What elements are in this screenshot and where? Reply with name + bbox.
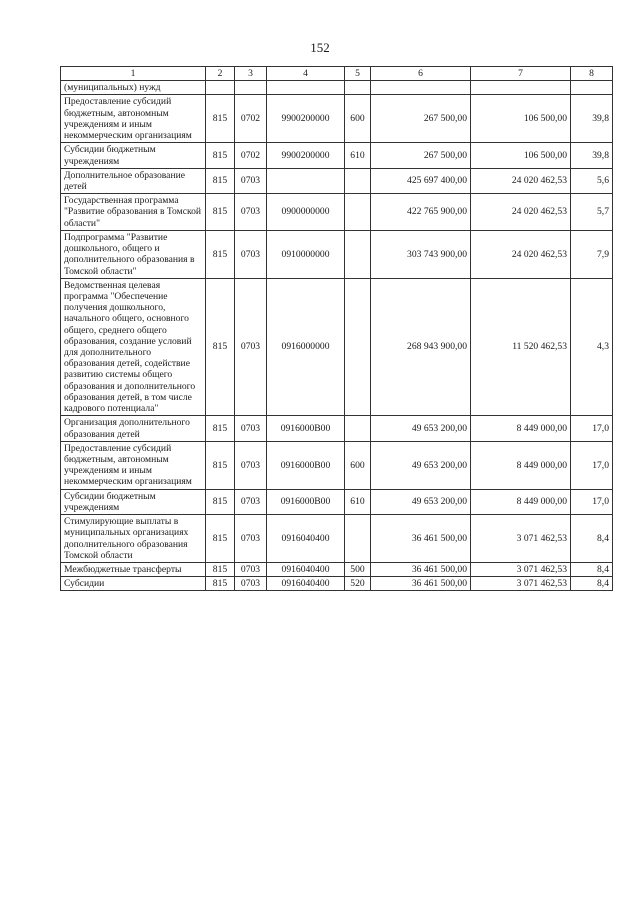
- ministry-code-cell: 815: [206, 95, 235, 143]
- column-header: 8: [571, 67, 613, 81]
- plan-amount-cell: 267 500,00: [371, 95, 471, 143]
- executed-amount-cell: 8 449 000,00: [471, 416, 571, 441]
- section-code-cell: 0703: [235, 416, 267, 441]
- section-code-cell: 0703: [235, 577, 267, 591]
- target-article-cell: 0916040400: [267, 515, 345, 563]
- table-row: [61, 577, 613, 591]
- plan-amount-cell: 49 653 200,00: [371, 441, 471, 489]
- column-header: 5: [345, 67, 371, 81]
- column-header: 4: [267, 67, 345, 81]
- expense-type-cell: 500: [345, 562, 371, 576]
- empty-cell: [471, 81, 571, 95]
- table-row: [61, 95, 613, 143]
- plan-amount-cell: 36 461 500,00: [371, 577, 471, 591]
- empty-cell: [345, 81, 371, 95]
- percent-cell: 39,8: [571, 143, 613, 168]
- ministry-code-cell: 815: [206, 577, 235, 591]
- percent-cell: 8,4: [571, 515, 613, 563]
- percent-cell: 8,4: [571, 577, 613, 591]
- ministry-code-cell: 815: [206, 143, 235, 168]
- percent-cell: 4,3: [571, 278, 613, 416]
- percent-cell: 7,9: [571, 230, 613, 278]
- table-row: [61, 489, 613, 514]
- executed-amount-cell: 24 020 462,53: [471, 230, 571, 278]
- percent-cell: 17,0: [571, 441, 613, 489]
- expense-type-cell: 600: [345, 441, 371, 489]
- ministry-code-cell: 815: [206, 194, 235, 231]
- target-article-cell: 0916040400: [267, 577, 345, 591]
- item-name-cell: Предоставление субсидий бюджетным, автономным учреждениям и иным некоммерческим организациям: [61, 95, 206, 143]
- plan-amount-cell: 36 461 500,00: [371, 515, 471, 563]
- plan-amount-cell: 267 500,00: [371, 143, 471, 168]
- empty-cell: [206, 81, 235, 95]
- executed-amount-cell: 3 071 462,53: [471, 577, 571, 591]
- target-article-cell: 0916040400: [267, 562, 345, 576]
- item-name-cell: Предоставление субсидий бюджетным, автономным учреждениям и иным некоммерческим организациям: [61, 441, 206, 489]
- executed-amount-cell: 24 020 462,53: [471, 168, 571, 193]
- table-row: [61, 143, 613, 168]
- continuation-text: (муниципальных) нужд: [61, 81, 206, 95]
- ministry-code-cell: 815: [206, 489, 235, 514]
- table-row: [61, 230, 613, 278]
- continuation-row: [61, 81, 613, 95]
- target-article-cell: 0916000В00: [267, 441, 345, 489]
- plan-amount-cell: 303 743 900,00: [371, 230, 471, 278]
- item-name-cell: Субсидии бюджетным учреждениям: [61, 489, 206, 514]
- table-row: [61, 441, 613, 489]
- executed-amount-cell: 3 071 462,53: [471, 562, 571, 576]
- expense-type-cell: [345, 168, 371, 193]
- item-name-cell: Дополнительное образование детей: [61, 168, 206, 193]
- item-name-cell: Организация дополнительного образования детей: [61, 416, 206, 441]
- expense-type-cell: 610: [345, 143, 371, 168]
- section-code-cell: 0703: [235, 194, 267, 231]
- executed-amount-cell: 8 449 000,00: [471, 489, 571, 514]
- executed-amount-cell: 106 500,00: [471, 95, 571, 143]
- ministry-code-cell: 815: [206, 416, 235, 441]
- section-code-cell: 0702: [235, 95, 267, 143]
- target-article-cell: 0916000В00: [267, 489, 345, 514]
- percent-cell: 17,0: [571, 416, 613, 441]
- target-article-cell: 0910000000: [267, 230, 345, 278]
- item-name-cell: Межбюджетные трансферты: [61, 562, 206, 576]
- target-article-cell: 9900200000: [267, 143, 345, 168]
- expense-type-cell: [345, 278, 371, 416]
- table-row: [61, 562, 613, 576]
- header-row: [61, 67, 613, 81]
- expense-type-cell: 520: [345, 577, 371, 591]
- plan-amount-cell: 425 697 400,00: [371, 168, 471, 193]
- item-name-cell: Субсидии бюджетным учреждениям: [61, 143, 206, 168]
- target-article-cell: 9900200000: [267, 95, 345, 143]
- percent-cell: 5,7: [571, 194, 613, 231]
- percent-cell: 8,4: [571, 562, 613, 576]
- table-row: [61, 515, 613, 563]
- section-code-cell: 0703: [235, 230, 267, 278]
- executed-amount-cell: 11 520 462,53: [471, 278, 571, 416]
- ministry-code-cell: 815: [206, 441, 235, 489]
- expense-type-cell: [345, 515, 371, 563]
- column-header: 3: [235, 67, 267, 81]
- expense-type-cell: [345, 416, 371, 441]
- section-code-cell: 0703: [235, 515, 267, 563]
- ministry-code-cell: 815: [206, 515, 235, 563]
- executed-amount-cell: 24 020 462,53: [471, 194, 571, 231]
- plan-amount-cell: 49 653 200,00: [371, 489, 471, 514]
- section-code-cell: 0703: [235, 278, 267, 416]
- plan-amount-cell: 422 765 900,00: [371, 194, 471, 231]
- expense-type-cell: 600: [345, 95, 371, 143]
- item-name-cell: Подпрограмма "Развитие дошкольного, общего и дополнительного образования в Томской области": [61, 230, 206, 278]
- target-article-cell: 0916000000: [267, 278, 345, 416]
- executed-amount-cell: 8 449 000,00: [471, 441, 571, 489]
- target-article-cell: 0900000000: [267, 194, 345, 231]
- empty-cell: [571, 81, 613, 95]
- column-header: 6: [371, 67, 471, 81]
- plan-amount-cell: 49 653 200,00: [371, 416, 471, 441]
- section-code-cell: 0703: [235, 168, 267, 193]
- item-name-cell: Ведомственная целевая программа "Обеспечение получения дошкольного, начального общего, основного общего, среднего общего образования, создание условий для дополнительного образования детей, содействие развитию системы общего образования и дополнительного образования детей, в том числе кадрового потенциала": [61, 278, 206, 416]
- table-row: [61, 194, 613, 231]
- ministry-code-cell: 815: [206, 168, 235, 193]
- empty-cell: [371, 81, 471, 95]
- table-row: [61, 168, 613, 193]
- section-code-cell: 0703: [235, 489, 267, 514]
- ministry-code-cell: 815: [206, 562, 235, 576]
- executed-amount-cell: 106 500,00: [471, 143, 571, 168]
- section-code-cell: 0702: [235, 143, 267, 168]
- table-row: [61, 416, 613, 441]
- executed-amount-cell: 3 071 462,53: [471, 515, 571, 563]
- item-name-cell: Государственная программа "Развитие образования в Томской области": [61, 194, 206, 231]
- section-code-cell: 0703: [235, 562, 267, 576]
- empty-cell: [235, 81, 267, 95]
- target-article-cell: [267, 168, 345, 193]
- empty-cell: [267, 81, 345, 95]
- target-article-cell: 0916000В00: [267, 416, 345, 441]
- expense-type-cell: 610: [345, 489, 371, 514]
- ministry-code-cell: 815: [206, 278, 235, 416]
- expense-type-cell: [345, 230, 371, 278]
- percent-cell: 39,8: [571, 95, 613, 143]
- plan-amount-cell: 36 461 500,00: [371, 562, 471, 576]
- ministry-code-cell: 815: [206, 230, 235, 278]
- column-header: 2: [206, 67, 235, 81]
- page-number: 152: [310, 40, 330, 55]
- table-row: [61, 278, 613, 416]
- item-name-cell: Субсидии: [61, 577, 206, 591]
- percent-cell: 17,0: [571, 489, 613, 514]
- column-header: 7: [471, 67, 571, 81]
- item-name-cell: Стимулирующие выплаты в муниципальных организациях дополнительного образования Томской области: [61, 515, 206, 563]
- budget-table: [60, 66, 613, 591]
- column-header: 1: [61, 67, 206, 81]
- percent-cell: 5,6: [571, 168, 613, 193]
- section-code-cell: 0703: [235, 441, 267, 489]
- expense-type-cell: [345, 194, 371, 231]
- plan-amount-cell: 268 943 900,00: [371, 278, 471, 416]
